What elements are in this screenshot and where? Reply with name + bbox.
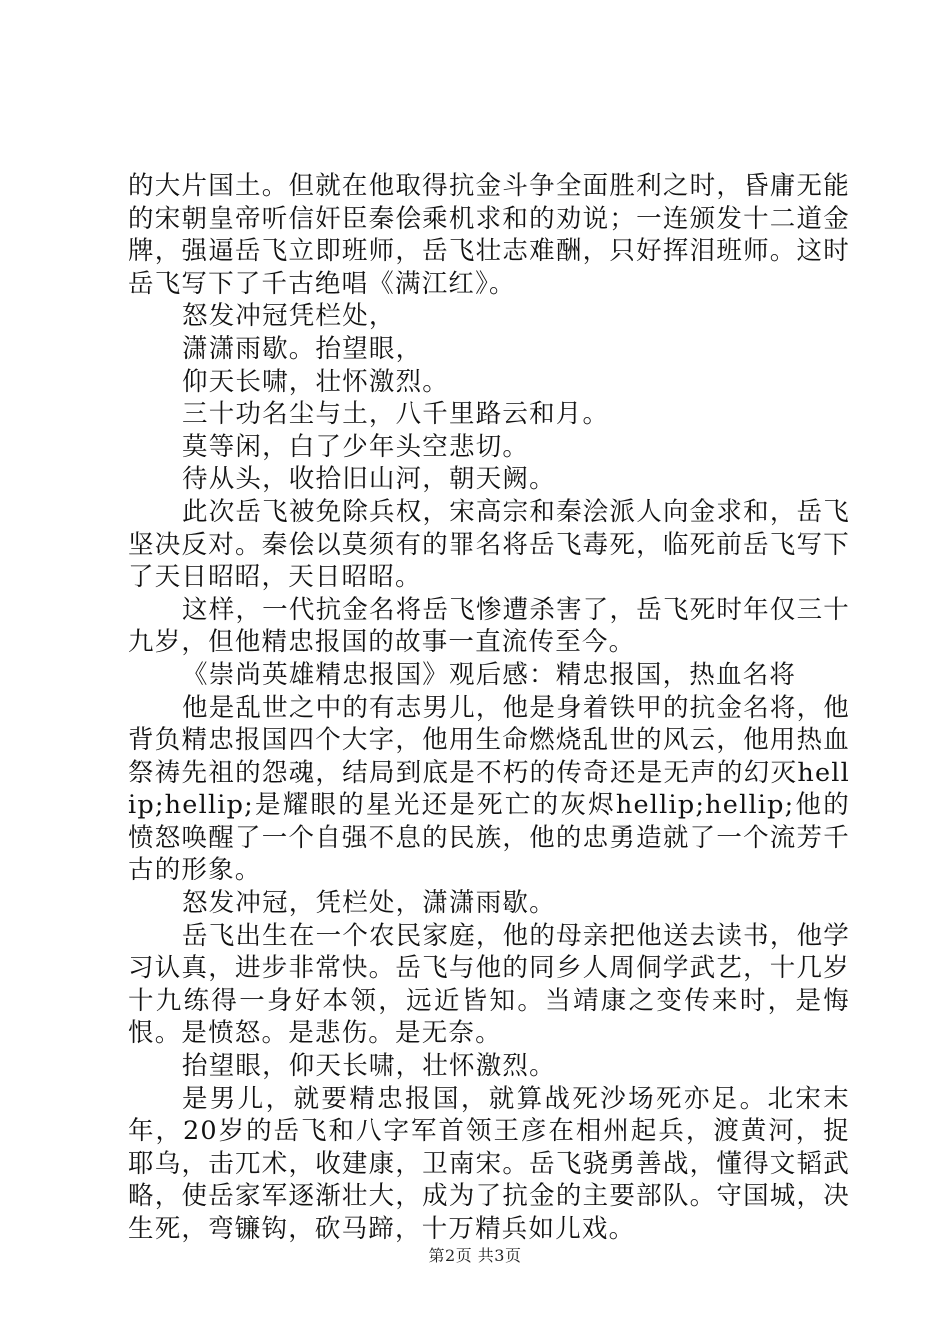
poem-line-5: 莫等闲，白了少年头空悲切。 [182, 431, 530, 462]
poem-line-6: 待从头，收拾旧山河，朝天阙。 [182, 464, 556, 495]
section-heading: 《崇尚英雄精忠报国》观后感：精忠报国，热血名将 [182, 659, 797, 690]
document-body [128, 170, 850, 1246]
paragraph-4: 他是乱世之中的有志男儿，他是身着铁甲的抗金名将，他背负精忠报国四个大字，他用生命燃烧乱世的风云，他用热血祭祷先祖的怨魂，结局到底是不朽的传奇还是无声的幻灭hellip;hellip;是耀眼的星光还是死亡的灰烬hellip;hellip;他的愤怒唤醒了一个自强不息的民族，他的忠勇造就了一个流芳千古的形象。 [128, 692, 850, 886]
poem-line-1: 怒发冲冠凭栏处， [182, 301, 396, 332]
paragraph-5: 岳飞出生在一个农民家庭，他的母亲把他送去读书，他学习认真，进步非常快。岳飞与他的同乡人周侗学武艺，十几岁十九练得一身好本领，远近皆知。当靖康之变传来时，是悔恨。是愤怒。是悲伤。是无奈。 [128, 920, 850, 1049]
paragraph-3: 这样，一代抗金名将岳飞惨遭杀害了，岳飞死时年仅三十九岁，但他精忠报国的故事一直流传至今。 [128, 594, 850, 658]
paragraph-6: 是男儿，就要精忠报国，就算战死沙场死亦足。北宋末年，20岁的岳飞和八字军首领王彦在相州起兵，渡黄河，捉耶乌，击兀术，收建康，卫南宋。岳飞骁勇善战，懂得文韬武略，使岳家军逐渐壮大，成为了抗金的主要部队。守国城，决生死，弯镰钩，砍马蹄，十万精兵如儿戏。 [128, 1083, 850, 1244]
poem-quote-2: 抬望眼，仰天长啸，壮怀激烈。 [182, 1051, 556, 1082]
poem-quote-1: 怒发冲冠，凭栏处，潇潇雨歇。 [182, 888, 556, 919]
poem-line-2: 潇潇雨歇。抬望眼， [182, 333, 423, 364]
paragraph-1: 的大片国土。但就在他取得抗金斗争全面胜利之时，昏庸无能的宋朝皇帝听信奸臣秦侩乘机求和的劝说；一连颁发十二道金牌，强逼岳飞立即班师，岳飞壮志难酬，只好挥泪班师。这时岳飞写下了千古绝唱《满江红》。 [128, 171, 850, 299]
page-number-footer: 第2页 共3页 [428, 1246, 522, 1265]
poem-line-4: 三十功名尘与土，八千里路云和月。 [182, 399, 610, 430]
poem-line-3: 仰天长啸，壮怀激烈。 [182, 366, 450, 397]
paragraph-2: 此次岳飞被免除兵权，宋高宗和秦浍派人向金求和，岳飞坚决反对。秦侩以莫须有的罪名将岳飞毒死，临死前岳飞写下了天日昭昭，天日昭昭。 [128, 496, 850, 593]
